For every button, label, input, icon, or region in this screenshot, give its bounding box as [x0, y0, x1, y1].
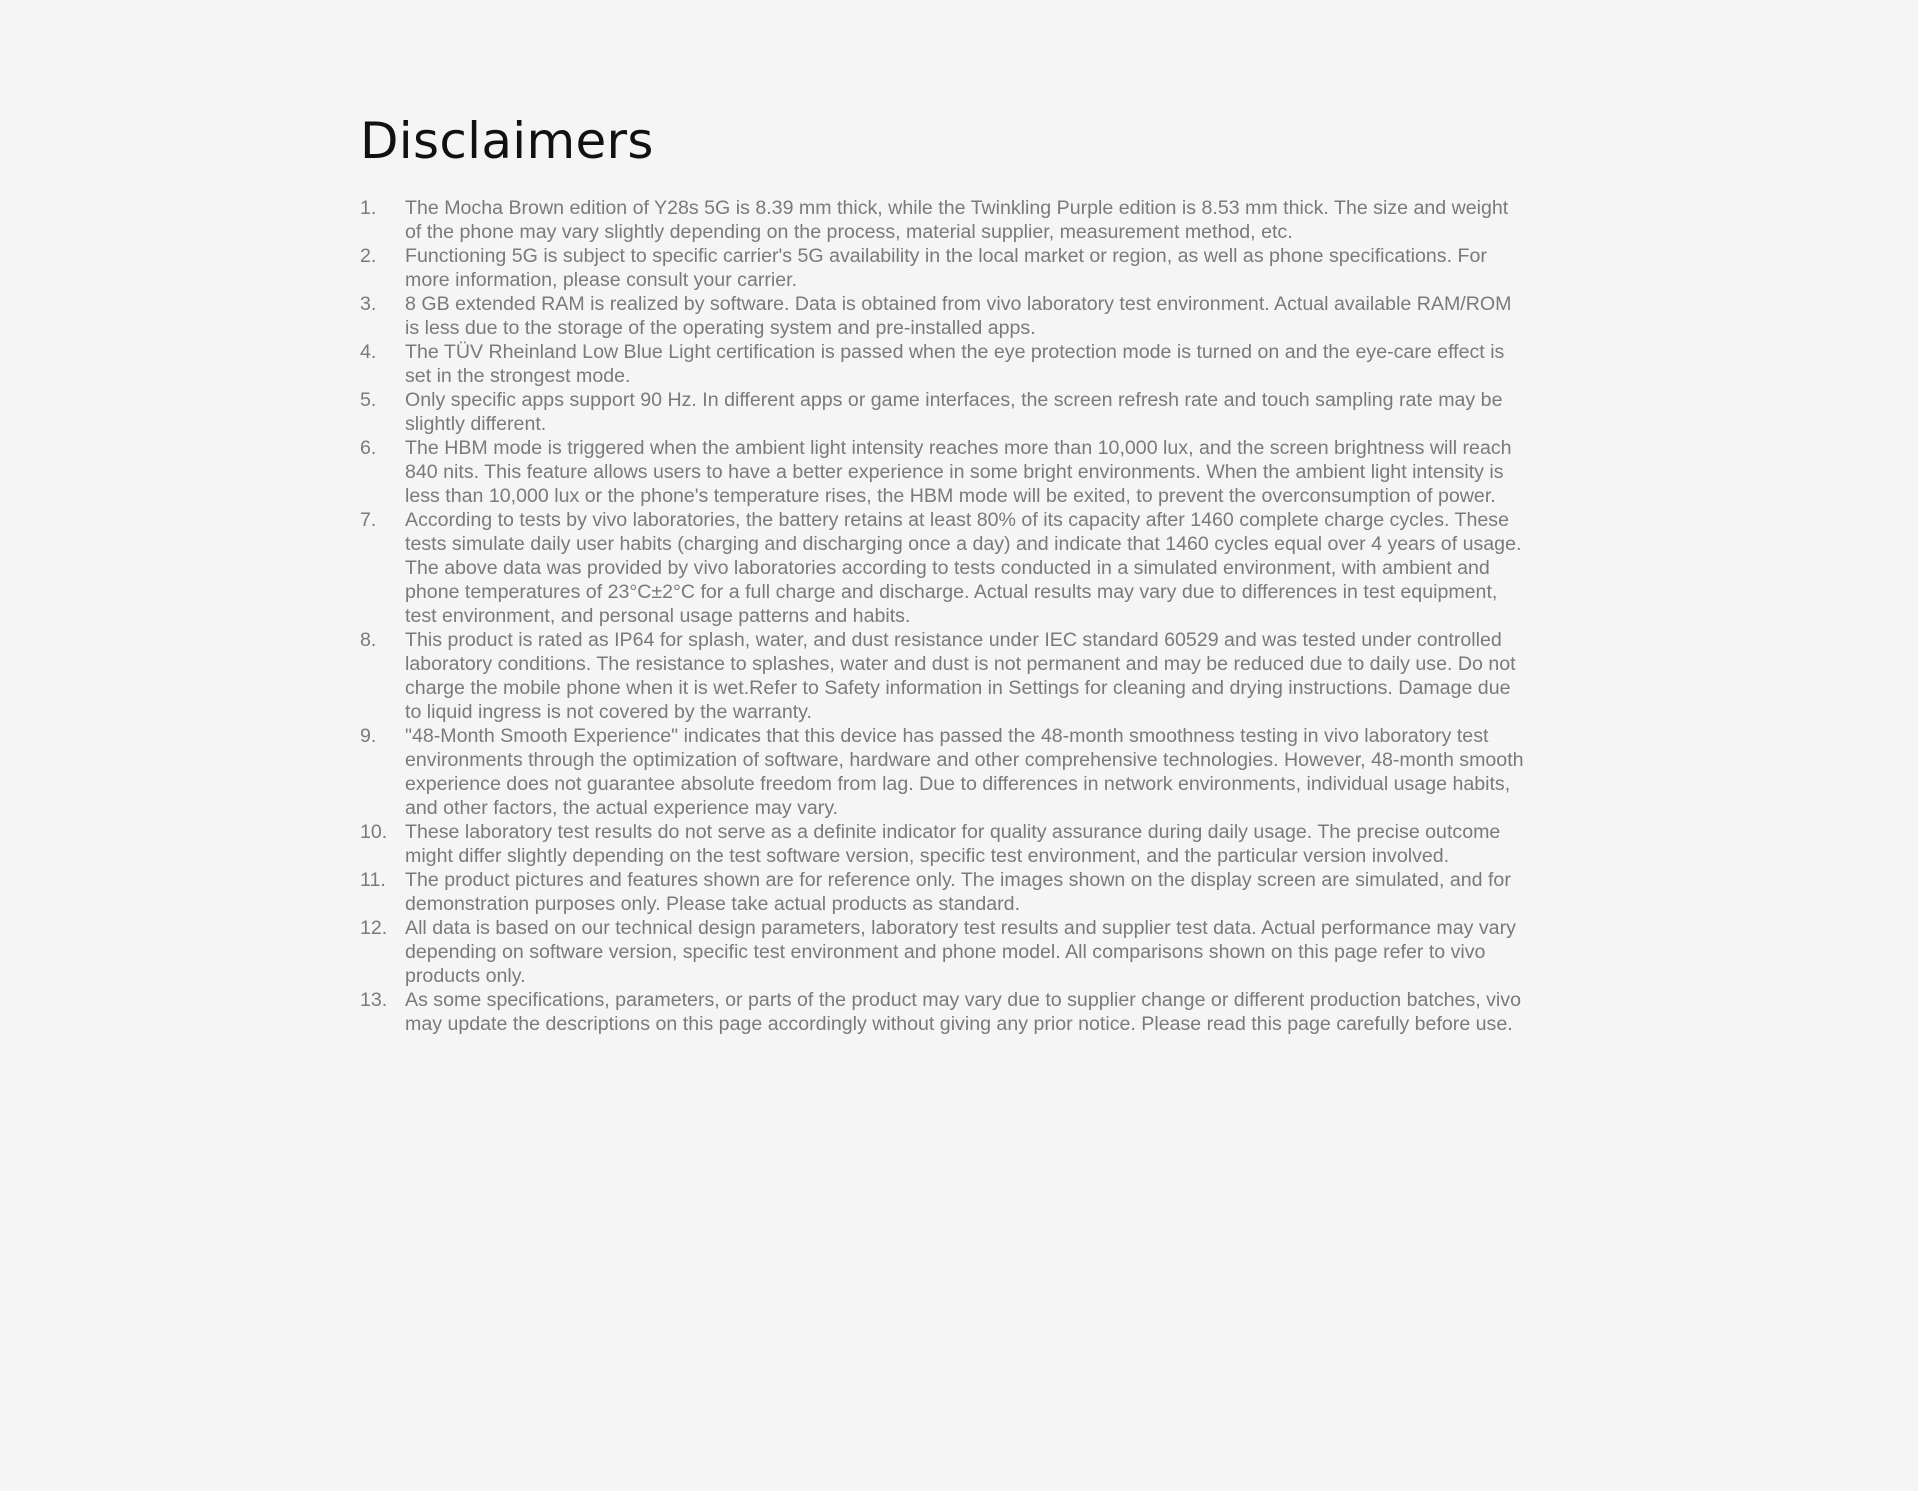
- item-number: 1.: [360, 197, 377, 219]
- item-text: 8 GB extended RAM is realized by software. Data is obtained from vivo laboratory test environment. Actual available RAM/ROM is less due to the storage of the operating system and pre-installed apps.: [405, 293, 1512, 339]
- item-text: The HBM mode is triggered when the ambient light intensity reaches more than 10,000 lux, and the screen brightness will reach 840 nits. This feature allows users to have a better experience in some bright environments. When the ambient light intensity is less than 10,000 lux or the phone's temperature rises, the HBM mode will be exited, to prevent the overconsumption of power.: [405, 437, 1512, 507]
- item-number: 11.: [360, 869, 386, 891]
- disclaimer-item: [360, 868, 1530, 916]
- disclaimer-item: [360, 388, 1530, 436]
- item-number: 3.: [360, 293, 377, 315]
- item-number: 2.: [360, 245, 377, 267]
- item-text: "48-Month Smooth Experience" indicates that this device has passed the 48-month smoothness testing in vivo laboratory test environments through the optimization of software, hardware and other comprehensive technologies. However, 48-month smooth experience does not guarantee absolute freedom from lag. Due to differences in network environments, individual usage habits, and other factors, the actual experience may vary.: [405, 725, 1524, 819]
- item-number: 10.: [360, 821, 388, 843]
- item-number: 4.: [360, 341, 377, 363]
- item-number: 12.: [360, 917, 388, 939]
- item-text: This product is rated as IP64 for splash, water, and dust resistance under IEC standard 60529 and was tested under controlled laboratory conditions. The resistance to splashes, water and dust is not permanent and may be reduced due to daily use. Do not charge the mobile phone when it is wet.Refer to Safety information in Settings for cleaning and drying instructions. Damage due to liquid ingress is not covered by the warranty.: [405, 629, 1516, 723]
- item-text: These laboratory test results do not serve as a definite indicator for quality assurance during daily usage. The precise outcome might differ slightly depending on the test software version, specific test environment, and the particular version involved.: [405, 821, 1501, 867]
- disclaimer-list: [360, 196, 1530, 1036]
- disclaimer-item: [360, 292, 1530, 340]
- item-number: 9.: [360, 725, 377, 747]
- disclaimer-item: [360, 916, 1530, 988]
- item-number: 13.: [360, 989, 388, 1011]
- item-number: 6.: [360, 437, 377, 459]
- disclaimer-item: [360, 196, 1530, 244]
- item-text: All data is based on our technical design parameters, laboratory test results and supplier test data. Actual performance may vary depending on software version, specific test environment and phone model. All comparisons shown on this page refer to vivo products only.: [405, 917, 1516, 987]
- item-text: As some specifications, parameters, or parts of the product may vary due to supplier change or different production batches, vivo may update the descriptions on this page accordingly without giving any prior notice. Please read this page carefully before use.: [405, 989, 1521, 1035]
- item-text: The TÜV Rheinland Low Blue Light certification is passed when the eye protection mode is turned on and the eye-care effect is set in the strongest mode.: [405, 341, 1505, 387]
- disclaimers-section: [360, 108, 1530, 1036]
- item-text: Functioning 5G is subject to specific carrier's 5G availability in the local market or region, as well as phone specifications. For more information, please consult your carrier.: [405, 245, 1487, 291]
- item-text: The Mocha Brown edition of Y28s 5G is 8.39 mm thick, while the Twinkling Purple edition is 8.53 mm thick. The size and weight of the phone may vary slightly depending on the process, material supplier, measurement method, etc.: [405, 197, 1509, 243]
- item-number: 7.: [360, 509, 377, 531]
- disclaimer-item: [360, 988, 1530, 1036]
- disclaimer-item: [360, 508, 1530, 628]
- disclaimer-item: [360, 244, 1530, 292]
- disclaimer-item: [360, 436, 1530, 508]
- item-text: According to tests by vivo laboratories, the battery retains at least 80% of its capacity after 1460 complete charge cycles. These tests simulate daily user habits (charging and discharging once a day) and indicate that 1460 cycles equal over 4 years of usage. The above data was provided by vivo laboratories according to tests conducted in a simulated environment, with ambient and phone temperatures of 23°C±2°C for a full charge and discharge. Actual results may vary due to differences in test equipment, test environment, and personal usage patterns and habits.: [405, 509, 1522, 627]
- item-text: Only specific apps support 90 Hz. In different apps or game interfaces, the screen refresh rate and touch sampling rate may be slightly different.: [405, 389, 1503, 435]
- disclaimer-item: [360, 628, 1530, 724]
- item-number: 5.: [360, 389, 377, 411]
- item-number: 8.: [360, 629, 377, 651]
- disclaimer-item: [360, 724, 1530, 820]
- page-title: Disclaimers: [360, 112, 654, 170]
- disclaimer-item: [360, 340, 1530, 388]
- item-text: The product pictures and features shown are for reference only. The images shown on the display screen are simulated, and for demonstration purposes only. Please take actual products as standard.: [405, 869, 1511, 915]
- disclaimer-item: [360, 820, 1530, 868]
